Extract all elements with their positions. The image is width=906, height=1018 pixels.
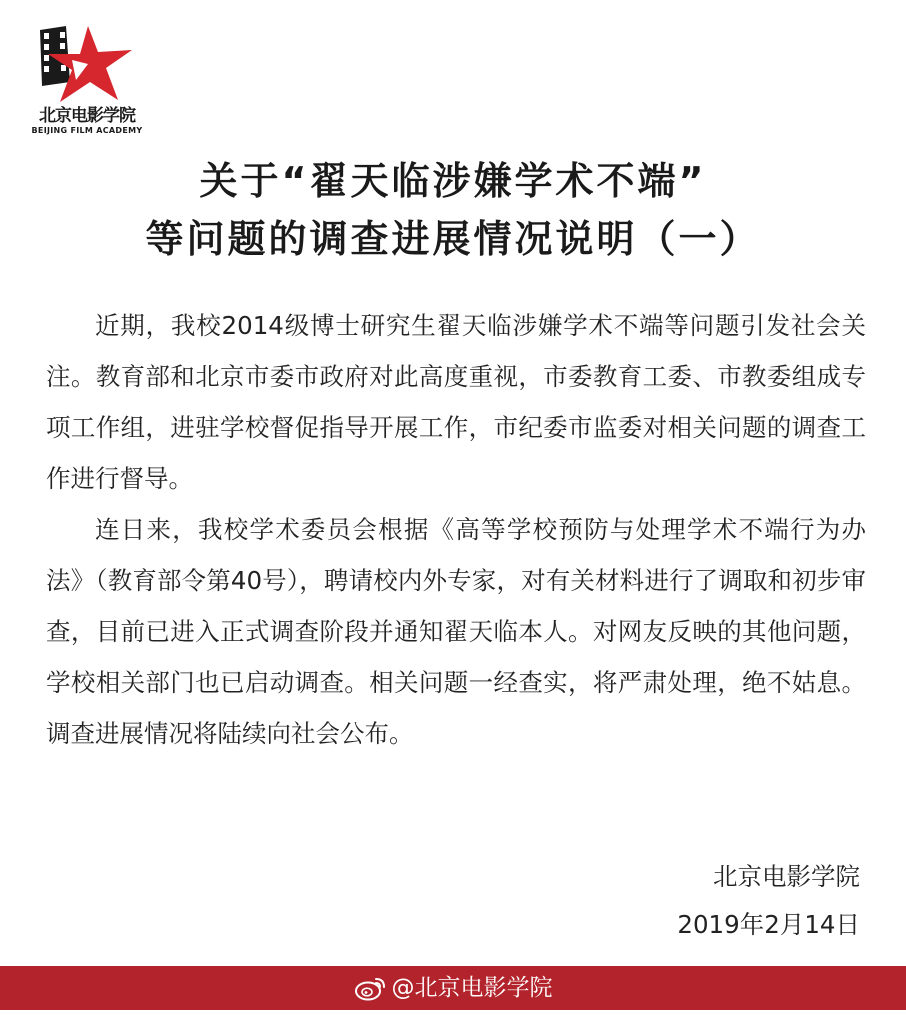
film-star-logo-icon	[36, 24, 138, 106]
weibo-icon	[354, 974, 388, 1002]
weibo-account-handle[interactable]: @北京电影学院	[391, 975, 553, 1001]
signature-date: 2019年2月14日	[677, 910, 860, 939]
bottom-margin	[0, 1010, 906, 1018]
announcement-body	[46, 300, 866, 759]
title-line-1: 关于“翟天临涉嫌学术不端”	[199, 159, 707, 203]
weibo-watermark	[0, 966, 906, 1010]
paragraph-2: 连日来，我校学术委员会根据《高等学校预防与处理学术不端行为办法》（教育部令第40号），聘请校内外专家，对有关材料进行了调取和初步审查，目前已进入正式调查阶段并通知翟天临本人。对网友反映的其他问题，学校相关部门也已启动调查。相关问题一经查实，将严肃处理，绝不姑息。调查进展情况将陆续向社会公布。	[46, 515, 866, 748]
paragraph-1: 近期，我校2014级博士研究生翟天临涉嫌学术不端等问题引发社会关注。教育部和北京市委市政府对此高度重视，市委教育工委、市教委组成专项工作组，进驻学校督促指导开展工作，市纪委市监委对相关问题的调查工作进行督导。	[46, 311, 866, 493]
logo-name-cn: 北京电影学院	[39, 106, 135, 126]
title-line-2: 等问题的调查进展情况说明（一）	[145, 217, 761, 261]
logo-name-en: BEIJING FILM ACADEMY	[31, 126, 143, 135]
weibo-watermark-bar	[0, 966, 906, 1010]
signature-organization: 北京电影学院	[713, 862, 860, 891]
beijing-film-academy-logo	[28, 24, 146, 136]
